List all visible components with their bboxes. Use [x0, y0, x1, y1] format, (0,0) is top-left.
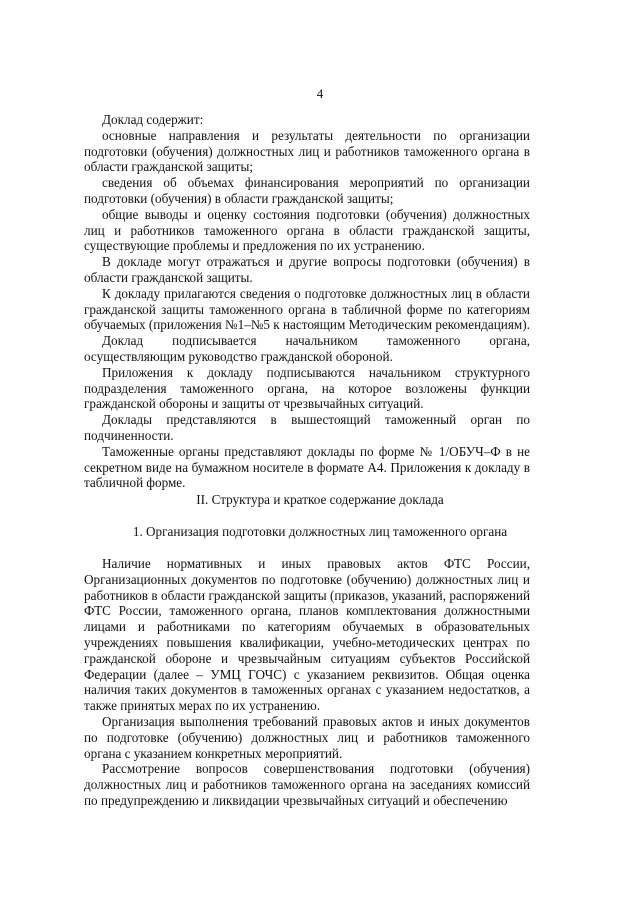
intro-paragraph: К докладу прилагаются сведения о подготовке должностных лиц в области гражданской защиты таможенного органа в табличной форме по категориям обучаемых (приложения №1–№5 к настоящим Методическим рекомендациям). [84, 285, 530, 333]
page-number: 4 [316, 86, 324, 101]
intro-paragraph: сведения об объемах финансирования мероприятий по организации подготовки (обучения) в области гражданской защиты; [84, 175, 530, 206]
intro-paragraph: Таможенные органы представляют доклады по форме № 1/ОБУЧ–Ф в не секретном виде на бумажном носителе в формате А4. Приложения к докладу в табличной форме. [84, 443, 530, 491]
section-paragraph: Организация выполнения требований правовых актов и иных документов по подготовке (обучению) должностных лиц и работников таможенного органа с указанием конкретных мероприятий. [84, 713, 530, 761]
section-block [84, 556, 530, 809]
subsection-heading: 1. Организация подготовки должностных лиц таможенного органа [132, 524, 508, 539]
section-paragraph: Рассмотрение вопросов совершенствования подготовки (обучения) должностных лиц и работников таможенного органа на заседаниях комиссий по предупреждению и ликвидации чрезвычайных ситуаций и обеспечению [84, 761, 530, 808]
intro-paragraph: Доклад подписывается начальником таможенного органа, осуществляющим руководство гражданской обороной. [84, 333, 530, 364]
intro-paragraph: основные направления и результаты деятельности по организации подготовки (обучения) должностных лиц и работников таможенного органа в области гражданской защиты; [84, 127, 530, 175]
section-paragraph: Наличие нормативных и иных правовых актов ФТС России, Организационных документов по подготовке (обучению) должностных лиц и работников в области гражданской защиты (приказов, указаний, распоряжений ФТС России, таможенного органа, планов комплектования должностными лицами и работниками по категориям обучаемых в образовательных учреждениях повышения квалификации, учебно-методических центрах по гражданской обороне и чрезвычайным ситуациям субъектов Российской Федерации (далее – УМЦ ГОЧС) с указанием реквизитов. Общая оценка наличия таких документов в таможенных органах с указанием недостатков, а также принятых мерах по их устранению. [84, 556, 530, 714]
intro-paragraph: общие выводы и оценку состояния подготовки (обучения) должностных лиц и работников таможенного органа в области гражданской защиты, существующие проблемы и предложения по их устранению. [84, 206, 530, 254]
intro-block [84, 112, 530, 491]
intro-paragraph: Приложения к докладу подписываются начальником структурного подразделения таможенного органа, на которое возложены функции гражданской обороны и защиты от чрезвычайных ситуаций. [84, 364, 530, 412]
intro-paragraph: Доклады представляются в вышестоящий таможенный орган по подчиненности. [84, 412, 530, 443]
section-heading: II. Структура и краткое содержание доклада [196, 492, 444, 507]
intro-paragraph: В докладе могут отражаться и другие вопросы подготовки (обучения) в области гражданской защиты. [84, 254, 530, 285]
intro-paragraph: Доклад содержит: [102, 112, 204, 127]
